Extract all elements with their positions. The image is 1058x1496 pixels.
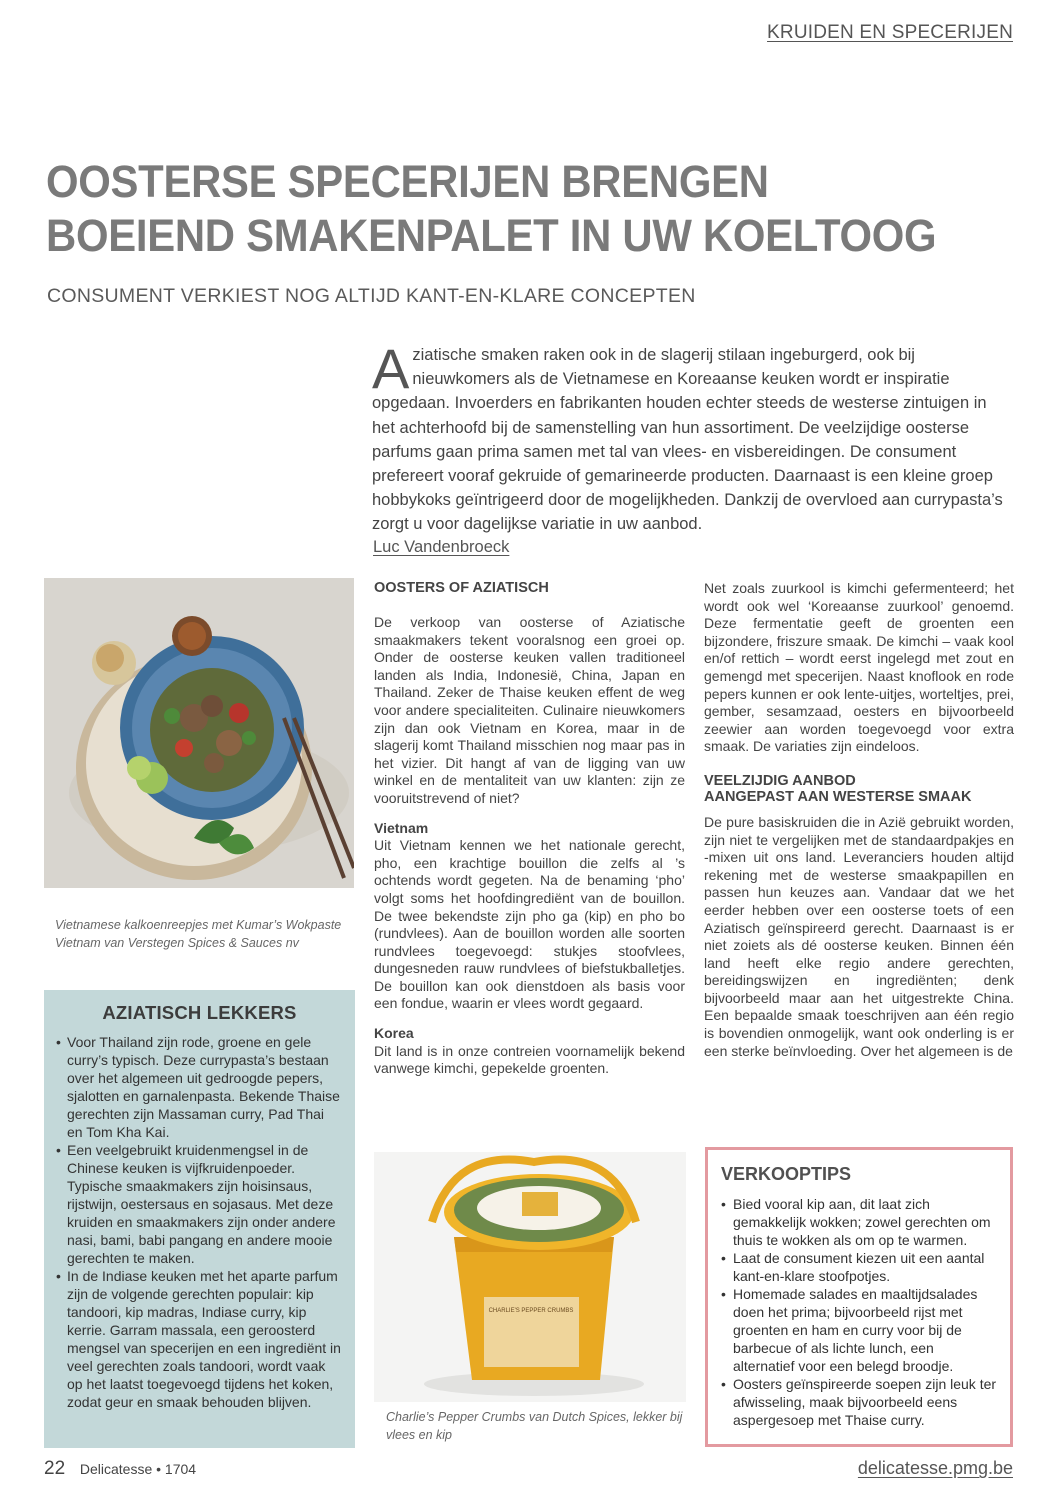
- sidebar-box-aziatisch-lekkers: [44, 990, 355, 1448]
- heading-line: VEELZIJDIG AANBOD: [704, 772, 856, 789]
- byline: Luc Vandenbroeck: [373, 538, 510, 556]
- dish-photo: [44, 578, 354, 888]
- tips-item: • Oosters geïnspireerde soepen zijn leuk ter afwisseling, maak bijvoorbeeld eens aspergesoep met Thaise curry.: [721, 1375, 998, 1429]
- section-heading-veelzijdig: [704, 773, 1014, 805]
- paragraph: De pure basiskruiden die in Azië gebruikt worden, zijn niet te vergelijken met de standaardpakjes en -mixen uit ons land. Leveranciers houden altijd rekening met de westerse smaakpapillen en passen hun keuzes aan. Vandaar dat we het eerder hebben over een oosterse toets of een Aziatisch geïnspireerd gerecht. Daarnaast is er niet zoiets als dé oosterse keuken. Binnen één land heeft elke regio andere gerechten, bereidingswijzen en ingrediënten; denk bijvoorbeeld maar aan het uitgestrekte China. Een bepaalde smaak toeschrijven aan één regio is bovendien onmogelijk, want ook onderling is er een sterke beïnvloeding. Over het algemeen is de: [704, 813, 1014, 1059]
- headline-line-2: BOEIEND SMAKENPALET IN UW KOELTOOG: [46, 210, 937, 261]
- sidebar-item: • In de Indiase keuken met het aparte parfum zijn de volgende gerechten populair: kip tandoori, kip madras, Indiase curry, kip kerrie. Garram massala, een geroosterd mengsel van specerijen en een ingrediënt in veel gerechten zoals tandoori, wordt vaak op het laatst toegevoegd tijdens het koken, zodat geur en smaak behouden blijven.: [56, 1267, 343, 1411]
- footer-left: [44, 1458, 196, 1480]
- tips-title: VERKOOPTIPS: [721, 1164, 852, 1184]
- dropcap: A: [372, 337, 410, 400]
- tips-list: [721, 1195, 998, 1429]
- paragraph: De verkoop van oosterse of Aziatische smaakmakers tekent vooralsnog een groei op. Onder de oosterse keuken vallen traditioneel landen als India, Indonesië, China, Japan en Thailand. Zeker de Thaise keuken effent de weg voor andere specialiteiten. Culinaire nieuwkomers zijn dan ook Vietnam en Korea, maar in de slagerij komt Thailand misschien nog maar pas in het vizier. Dit hangt af van de ligging van uw winkel en de mentaliteit van uw klanten: zijn ze vooruitstrevend of niet?: [374, 614, 685, 806]
- page-number: 22: [44, 1458, 66, 1479]
- article-column-1: [374, 580, 685, 1078]
- sidebar-list: [56, 1033, 343, 1411]
- product-label-text: CHARLIE'S PEPPER CRUMBS: [488, 1308, 574, 1314]
- sidebar-title: AZIATISCH LEKKERS: [102, 1002, 297, 1023]
- product-photo: [374, 1152, 686, 1402]
- tips-box-verkooptips: [705, 1147, 1013, 1447]
- dish-photo-caption: Vietnamese kalkoenreepjes met Kumar’s Wokpaste Vietnam van Verstegen Spices & Sauces nv: [55, 918, 342, 950]
- subtitle: CONSUMENT VERKIEST NOG ALTIJD KANT-EN-KLARE CONCEPTEN: [47, 285, 696, 307]
- tips-item: • Homemade salades en maaltijdsalades doen het prima; bijvoorbeeld rijst met groenten en ham en curry voor bij de barbecue of als lichte lunch, een alternatief voor een belegd broodje.: [721, 1285, 998, 1375]
- subheading-vietnam: Vietnam: [374, 819, 429, 836]
- magazine-issue: Delicatesse • 1704: [79, 1461, 197, 1477]
- paragraph: Net zoals zuurkool is kimchi gefermenteerd; het wordt ook wel ‘Koreaanse zuurkool’ genoemd. Deze fermentatie geeft de groenten een bijzondere, friszure smaak. De kimchi – vaak kool en/of rettich – wordt eerst ingelegd met zout en gemengd met specerijen. Naast knoflook en rode pepers kunnen er ook lente-uitjes, worteltjes, prei, gember, sesamzaad, oesters en bijvoorbeeld zeewier aan worden toegevoegd voor extra smaak. De variaties zijn eindeloos.: [704, 580, 1014, 755]
- product-photo-caption: Charlie’s Pepper Crumbs van Dutch Spices, lekker bij vlees en kip: [386, 1410, 683, 1442]
- tips-item: • Bied vooral kip aan, dit laat zich gemakkelijk wokken; zowel gerechten om thuis te wokken als om op te warmen.: [721, 1195, 998, 1249]
- section-label: KRUIDEN EN SPECERIJEN: [767, 22, 1013, 43]
- intro-paragraph: [372, 337, 1014, 537]
- intro-text: ziatische smaken raken ook in de slagerij stilaan ingeburgerd, ook bij nieuwkomers als de Vietnamese en Koreaanse keuken wordt er inspiratie opgedaan. Invoerders en fabrikanten houden echter steeds de westerse zintuigen in het achterhoofd bij de samenstelling van hun assortiment. De veelzijdige oosterse parfums gaan prima samen met tal van vlees- en visbereidingen. De consument prefereert vooraf gekruide of gemarineerde producten. Daarnaast is een kleine groep hobbykoks geïntrigeerd door de mogelijkheden. Dankzij de overvloed aan currypasta’s zorgt u voor dagelijkse variatie in uw aanbod.: [372, 346, 1003, 534]
- section-heading-oosters: OOSTERS OF AZIATISCH: [374, 580, 549, 596]
- heading-line: AANGEPAST AAN WESTERSE SMAAK: [704, 788, 972, 805]
- tips-item: • Laat de consument kiezen uit een aantal kant-en-klare stoofpotjes.: [721, 1249, 998, 1285]
- website-link[interactable]: delicatesse.pmg.be: [857, 1458, 1013, 1478]
- headline: [46, 155, 957, 263]
- headline-line-1: OOSTERSE SPECERIJEN BRENGEN: [46, 156, 769, 207]
- article-column-2: [704, 580, 1014, 1060]
- subheading-korea: Korea: [374, 1025, 414, 1042]
- paragraph: Dit land is in onze contreien voornamelijk bekend vanwege kimchi, gepekelde groenten.: [374, 1042, 685, 1077]
- sidebar-item: • Een veelgebruikt kruidenmengsel in de Chinese keuken is vijfkruidenpoeder. Typische smaakmakers zijn hoisinsaus, rijstwijn, oestersaus en sojasaus. Met deze kruiden en smaakmakers zijn onder andere nasi, bami, babi pangang en andere mooie gerechten te maken.: [56, 1141, 343, 1267]
- sidebar-item: • Voor Thailand zijn rode, groene en gele curry’s typisch. Deze currypasta’s bestaan over het algemeen uit gedroogde pepers, sjalotten en garnalenpasta. Bekende Thaise gerechten zijn Massaman curry, Pad Thai en Tom Kha Kai.: [56, 1033, 343, 1141]
- paragraph: Uit Vietnam kennen we het nationale gerecht, pho, een krachtige bouillon die zelfs al ’s ochtends wordt gegeten. Na de benaming ‘pho’ volgt soms het hoofdingrediënt van de bouillon. De twee bekendste zijn pho ga (kip) en pho bo (rundvlees). Aan de bouillon worden alle soorten rundvlees toegevoegd: stukjes stoofvlees, dungesneden rauw rundvlees of biefstukballetjes. De bouillon kan ook dienstdoen als basis voor een fondue, waarin er vlees wordt gegaard.: [374, 837, 685, 1012]
